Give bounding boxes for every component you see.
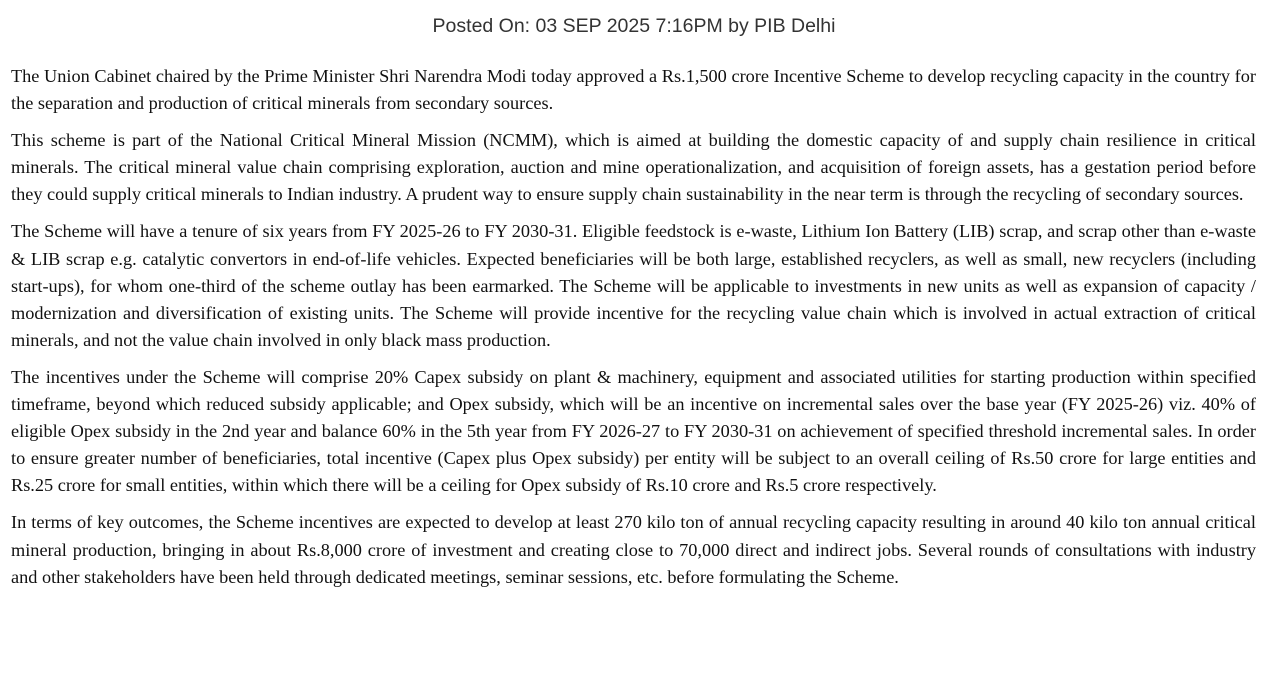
posted-on-line: Posted On: 03 SEP 2025 7:16PM by PIB Delhi [432, 15, 836, 37]
article-paragraph-1: The Union Cabinet chaired by the Prime Minister Shri Narendra Modi today approved a Rs.1,500 crore Incentive Scheme to develop recycling capacity in the country for the separation and production of critical minerals from secondary sources. [11, 66, 1256, 114]
article-paragraph-3: The Scheme will have a tenure of six years from FY 2025-26 to FY 2030-31. Eligible feedstock is e-waste, Lithium Ion Battery (LIB) scrap, and scrap other than e-waste & LIB scrap e.g. catalytic convertors in end-of-life vehicles. Expected beneficiaries will be both large, established recyclers, as well as small, new recyclers (including start-ups), for whom one-third of the scheme outlay has been earmarked. The Scheme will be applicable to investments in new units as well as expansion of capacity / modernization and diversification of existing units. The Scheme will provide incentive for the recycling value chain which is involved in actual extraction of critical minerals, and not the value chain involved in only black mass production. [11, 221, 1256, 350]
article-body [11, 63, 1256, 601]
article-paragraph-5: In terms of key outcomes, the Scheme incentives are expected to develop at least 270 kilo ton of annual recycling capacity resulting in around 40 kilo ton annual critical mineral production, bringing in about Rs.8,000 crore of investment and creating close to 70,000 direct and indirect jobs. Several rounds of consultations with industry and other stakeholders have been held through dedicated meetings, seminar sessions, etc. before formulating the Scheme. [11, 512, 1256, 587]
article-paragraph-4: The incentives under the Scheme will comprise 20% Capex subsidy on plant & machinery, equipment and associated utilities for starting production within specified timeframe, beyond which reduced subsidy applicable; and Opex subsidy, which will be an incentive on incremental sales over the base year (FY 2025-26) viz. 40% of eligible Opex subsidy in the 2nd year and balance 60% in the 5th year from FY 2026-27 to FY 2030-31 on achievement of specified threshold incremental sales. In order to ensure greater number of beneficiaries, total incentive (Capex plus Opex subsidy) per entity will be subject to an overall ceiling of Rs.50 crore for large entities and Rs.25 crore for small entities, within which there will be a ceiling for Opex subsidy of Rs.10 crore and Rs.5 crore respectively. [11, 366, 1256, 496]
article-paragraph-2: This scheme is part of the National Critical Mineral Mission (NCMM), which is aimed at building the domestic capacity of and supply chain resilience in critical minerals. The critical mineral value chain comprising exploration, auction and mine operationalization, and acquisition of foreign assets, has a gestation period before they could supply critical minerals to Indian industry. A prudent way to ensure supply chain sustainability in the near term is through the recycling of secondary sources. [11, 130, 1256, 205]
